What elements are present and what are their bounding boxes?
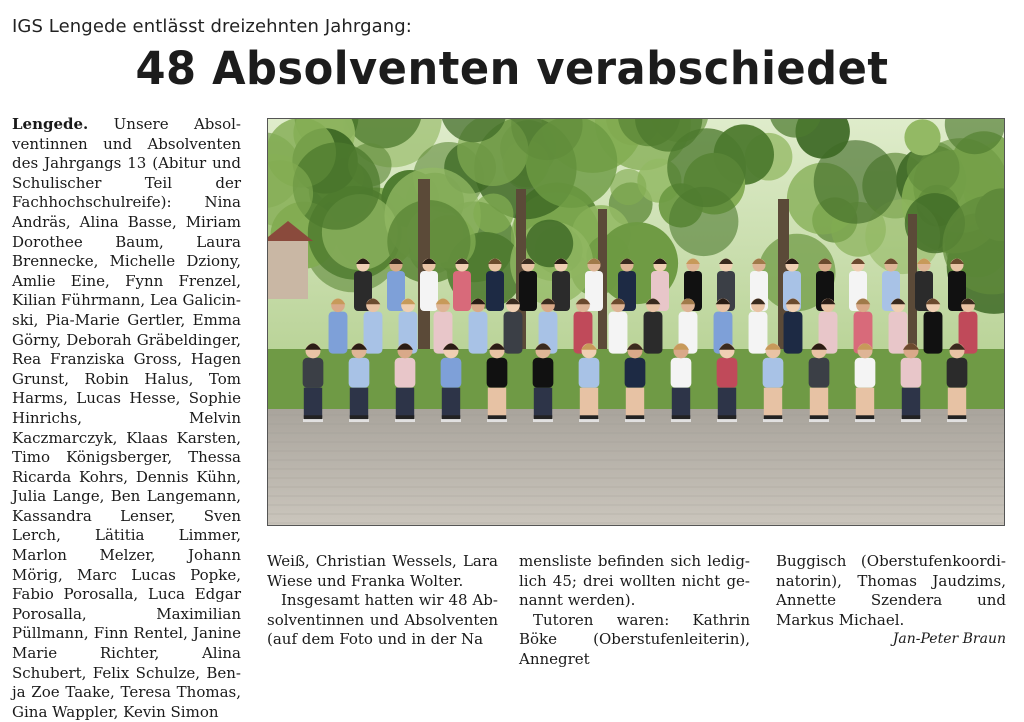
article-paragraph: Buggisch (Oberstufenkoordinatorin), Thomas Jaudzims, Annette Szendera und Markus Michael. [776, 552, 1006, 629]
article-column-2 [267, 552, 498, 650]
pavement [268, 409, 1005, 526]
article-column-1 [12, 115, 241, 722]
article-paragraph: Insgesamt hatten wir 48 Absolventinnen und Absolventen (auf dem Foto und in der Na [267, 591, 498, 649]
graduate [644, 298, 663, 353]
article-paragraph [12, 115, 241, 722]
byline: Jan-Peter Braun [892, 631, 1006, 648]
graduate [889, 298, 908, 353]
article-headline: 48 Absolventen verabschiedet [135, 42, 889, 95]
article-paragraph: mensliste befinden sich lediglich 45; drei wollten nicht genannt werden). [519, 552, 750, 610]
names-list: Unsere Absolventinnen und Absolventen des Jahrgangs 13 (Abitur und Schulischer Teil der Fachhochschulreife): Nina Andräs, Alina Basse, Miriam Dorothee Baum, Laura Brennecke, Michelle Dziony, Amlie Eine, Fynn Frenzel, Kilian Führmann, Lea Galicinski, Pia-Marie Gertler, Emma Görny, Deborah Gräbeldinger, Rea Franziska Gross, Hagen Grunst, Robin Halus, Tom Harms, Lucas Hesse, Sophie Hinrichs, Melvin Kaczmarczyk, Klaas Karsten, Timo Königsberger, Thessa Ricarda Kohrs, Dennis Kühn, Julia Lange, Ben Langemann, Kassandra Lenser, Sven Lerch, Lätitia Limmer, Marlon Melzer, Johann Mörig, Marc Lucas Popke, Fabio Porosalla, Luca Edgar Porosalla, Maximilian Püllmann, Finn Rentel, Janine Marie Richter, Alina Schubert, Felix Schulze, Benja Zoe Taake, Teresa Thomas, Gina Wappler, Kevin Simon [12, 115, 241, 721]
graduate [749, 298, 768, 353]
house [268, 239, 308, 299]
graduate [420, 259, 438, 312]
article-paragraph: Weiß, Christian Wessels, Lara Wiese und Franka Wolter. [267, 552, 498, 590]
graduate [552, 259, 570, 312]
graduate [329, 298, 348, 353]
graduate [924, 298, 943, 353]
graduate [486, 259, 504, 312]
graduate [609, 298, 628, 353]
article-column-4 [776, 552, 1006, 650]
article-column-3 [519, 552, 750, 670]
graduate [519, 259, 537, 312]
article-kicker: IGS Lengede entlässt dreizehnten Jahrgang: [12, 16, 412, 37]
graduate [504, 298, 523, 353]
graduate [469, 298, 488, 353]
dateline: Lengede. [12, 115, 89, 133]
group-photo-image [268, 119, 1005, 526]
graduate [784, 298, 803, 353]
graduate [453, 259, 471, 312]
article-paragraph: Tutoren waren: Kathrin Böke (Oberstufenleiterin), Annegret [519, 610, 750, 668]
group-photo [267, 118, 1005, 526]
graduate [364, 298, 383, 353]
